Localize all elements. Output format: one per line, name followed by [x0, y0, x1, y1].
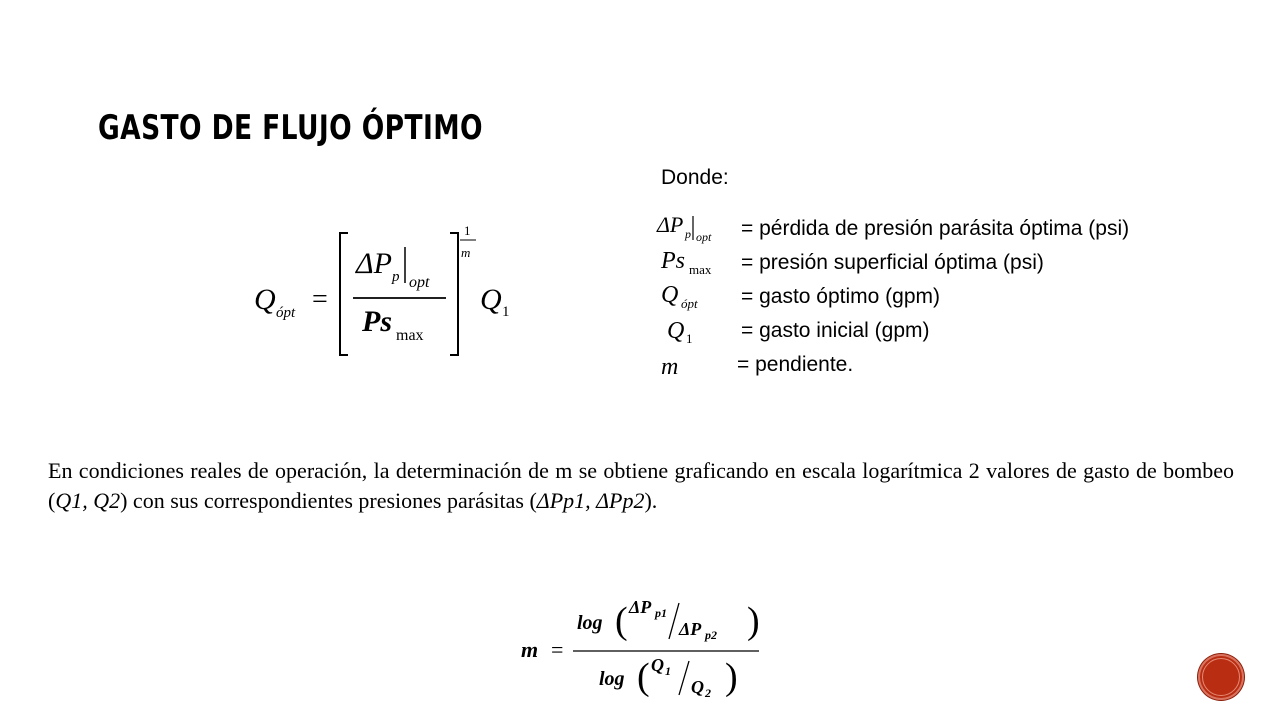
slope-den-bottom: Q — [691, 677, 704, 697]
legend-row-optimal-flow — [655, 282, 1255, 314]
formula-tail-sub: 1 — [502, 304, 510, 320]
paragraph-p-values: ΔPp1, ΔPp2 — [536, 488, 645, 513]
formula-den-sub: max — [396, 327, 424, 344]
svg-text:max: max — [689, 262, 712, 277]
svg-text:Ps: Ps — [661, 248, 685, 274]
legend-text-pressure-loss: = pérdida de presión parásita óptima (psi) — [741, 217, 1130, 240]
legend-row-initial-flow — [655, 316, 1255, 348]
next-slide-button[interactable] — [1198, 654, 1244, 700]
formula-exp-den: m — [461, 245, 471, 260]
slope-den-top: Q — [651, 655, 664, 675]
legend-text-slope: = pendiente. — [737, 353, 854, 376]
legend-text-initial-flow: = gasto inicial (gpm) — [741, 319, 930, 342]
slope-den-top-sub: 1 — [665, 664, 671, 678]
svg-text:m: m — [661, 354, 679, 380]
legend-row-pressure-loss — [655, 214, 1255, 246]
formula-optimal-flow — [250, 215, 540, 365]
formula-exp-num: 1 — [464, 223, 471, 238]
symbol-m — [655, 344, 735, 380]
svg-text:opt: opt — [696, 230, 712, 244]
formula-lhs: Q — [254, 283, 276, 316]
slide-marker — [0, 82, 8, 142]
legend-heading: Donde: — [661, 166, 729, 189]
slope-den-paren-open: ( — [637, 656, 650, 698]
formula-lhs-sub: ópt — [276, 305, 296, 321]
formula-equals: = — [312, 284, 328, 315]
symbol-q-opt — [655, 276, 735, 312]
svg-text:1: 1 — [686, 331, 693, 346]
formula-num-eval: opt — [409, 274, 430, 291]
paragraph-part-1: En condiciones reales de operación, la determinación de m se obtiene graficando en escala logarítmica 2 valores de gasto de bombeo ( — [48, 458, 1234, 513]
formula-tail: Q — [480, 283, 502, 316]
legend-row-surface-pressure — [655, 248, 1255, 280]
variables-legend — [655, 166, 1255, 396]
slope-den-bottom-sub: 2 — [705, 686, 711, 700]
svg-text:Q: Q — [661, 282, 679, 308]
paragraph-q-values: Q1, Q2 — [55, 488, 121, 513]
svg-text:p: p — [685, 227, 691, 241]
slope-num-log: log — [577, 612, 603, 634]
slope-num-bottom-sub: p2 — [705, 628, 717, 642]
next-slide-ring — [1202, 658, 1240, 696]
legend-row-slope — [655, 350, 1255, 382]
paragraph-part-3: ). — [644, 488, 658, 513]
slope-num-bottom: ΔP — [679, 619, 702, 639]
slope-num-paren-open: ( — [615, 600, 628, 642]
slope-den-slash — [679, 661, 689, 695]
slope-den-paren-close: ) — [725, 656, 738, 698]
body-paragraph — [48, 456, 1234, 516]
formula-slope — [515, 585, 775, 705]
slope-den-log: log — [599, 668, 625, 690]
paragraph-part-2: ) con sus correspondientes presiones parásitas ( — [120, 488, 537, 513]
slide-title: GASTO DE FLUJO ÓPTIMO — [98, 108, 483, 148]
slope-num-slash — [669, 603, 679, 639]
legend-text-optimal-flow: = gasto óptimo (gpm) — [741, 285, 941, 308]
right-bracket — [450, 233, 458, 355]
formula-num-sub: p — [392, 269, 400, 285]
slope-lhs: m — [521, 637, 539, 662]
svg-text:ópt: ópt — [681, 296, 698, 311]
slope-equals: = — [551, 637, 564, 662]
left-bracket — [340, 233, 348, 355]
slope-num-top: ΔP — [629, 597, 652, 617]
symbol-ps-max — [655, 242, 735, 278]
symbol-q1 — [655, 310, 735, 346]
legend-text-surface-pressure: = presión superficial óptima (psi) — [741, 251, 1044, 274]
symbol-delta-p-opt — [655, 208, 735, 244]
svg-text:Q: Q — [667, 318, 685, 344]
slope-num-paren-close: ) — [747, 600, 760, 642]
svg-text:ΔP: ΔP — [657, 212, 684, 237]
formula-num: ΔP — [356, 247, 392, 280]
formula-den: Ps — [362, 305, 392, 338]
slope-num-top-sub: p1 — [655, 606, 667, 620]
